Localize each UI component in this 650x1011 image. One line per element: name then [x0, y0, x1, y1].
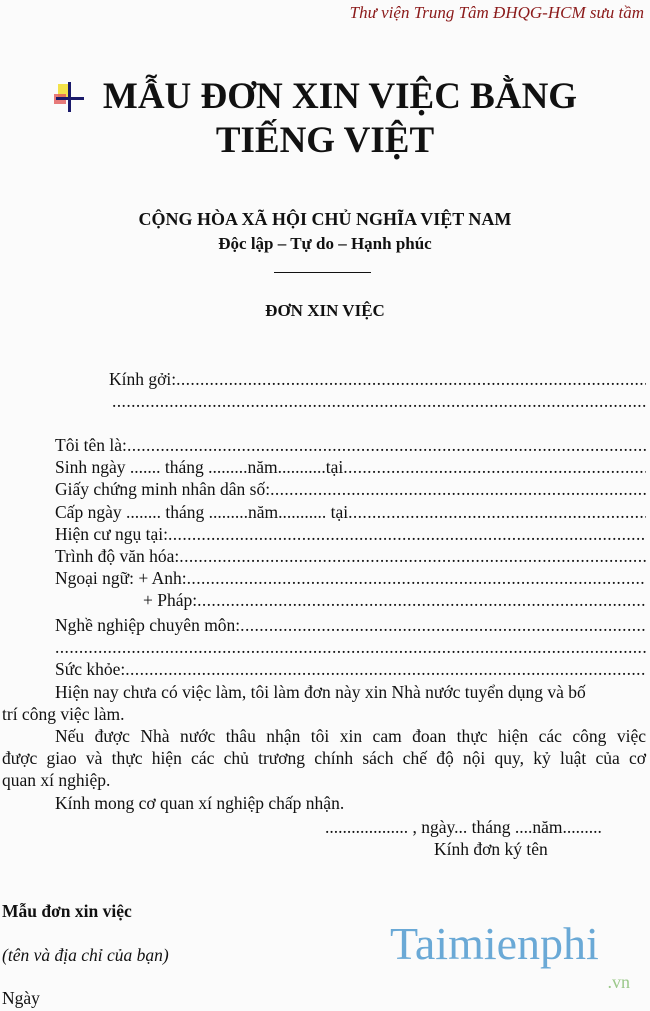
field-ngoai-ngu-phap[interactable] — [143, 589, 646, 611]
document-title: ĐƠN XIN VIỆC — [265, 301, 385, 320]
watermark-logo — [390, 920, 630, 996]
section-heading: Mẫu đơn xin việc — [2, 901, 132, 921]
field-label: Kính gởi: — [109, 369, 177, 389]
paragraph-2-end: quan xí nghiệp. — [2, 770, 111, 790]
field-label: Giấy chứng minh nhân dân số: — [55, 479, 271, 499]
field-ten[interactable] — [55, 434, 646, 456]
watermark-tld: .vn — [607, 972, 630, 992]
field-label: Tôi tên là: — [55, 435, 127, 455]
field-cap-ngay[interactable] — [55, 501, 646, 523]
watermark-brand: Taimienphi — [390, 918, 599, 969]
field-label: Ngoại ngữ: + Anh: — [55, 568, 187, 588]
field-kinh-goi-cont[interactable] — [112, 390, 646, 412]
paragraph-1-cont: trí công việc làm. — [2, 704, 125, 724]
library-note: Thư viện Trung Tâm ĐHQG-HCM sưu tầm — [349, 3, 644, 22]
field-cu-ngu[interactable] — [55, 523, 646, 545]
paragraph-3: Kính mong cơ quan xí nghiệp chấp nhận. — [55, 793, 345, 813]
field-label: Sức khỏe: — [55, 659, 126, 679]
main-title-line1: MẪU ĐƠN XIN VIỆC BẰNG — [102, 76, 578, 117]
divider — [274, 272, 371, 273]
paragraph-1: Hiện nay chưa có việc làm, tôi làm đơn này xin Nhà nước tuyển dụng và bố — [55, 682, 586, 702]
field-suc-khoe[interactable] — [55, 658, 646, 680]
paragraph-2-cont: được giao và thực hiện các chủ trương chính sách chế độ nội quy, kỷ luật của cơ — [2, 748, 646, 768]
field-label: Trình độ văn hóa: — [55, 546, 180, 566]
field-label: Sinh ngày ....... tháng .........năm...........tại — [55, 457, 344, 477]
main-title-line2: TIẾNG VIỆT — [215, 120, 435, 161]
address-placeholder: (tên và địa chỉ của bạn) — [2, 945, 169, 965]
field-kinh-goi[interactable] — [109, 368, 646, 390]
motto: Độc lập – Tự do – Hạnh phúc — [218, 234, 432, 253]
field-nghe-nghiep-cont[interactable] — [55, 636, 646, 658]
signature-label: Kính đơn ký tên — [434, 839, 548, 859]
field-label: + Pháp: — [143, 590, 198, 610]
field-label: Hiện cư ngụ tại: — [55, 524, 168, 544]
field-cmnd[interactable] — [55, 478, 646, 500]
field-sinh-ngay[interactable] — [55, 456, 646, 478]
field-label: Nghề nghiệp chuyên môn: — [55, 615, 241, 635]
nation-heading: CỘNG HÒA XÃ HỘI CHỦ NGHĨA VIỆT NAM — [138, 209, 512, 229]
paragraph-2: Nếu được Nhà nước thâu nhận tôi xin cam đoan thực hiện các công việc — [55, 726, 646, 746]
date-line: ................... , ngày... tháng ....năm......... — [325, 817, 602, 837]
field-ngoai-ngu-anh[interactable] — [55, 567, 646, 589]
field-nghe-nghiep[interactable] — [55, 614, 646, 636]
field-label: Cấp ngày ........ tháng .........năm........... tại — [55, 502, 349, 522]
field-trinh-do[interactable] — [55, 545, 646, 567]
date-label: Ngày — [2, 988, 40, 1008]
